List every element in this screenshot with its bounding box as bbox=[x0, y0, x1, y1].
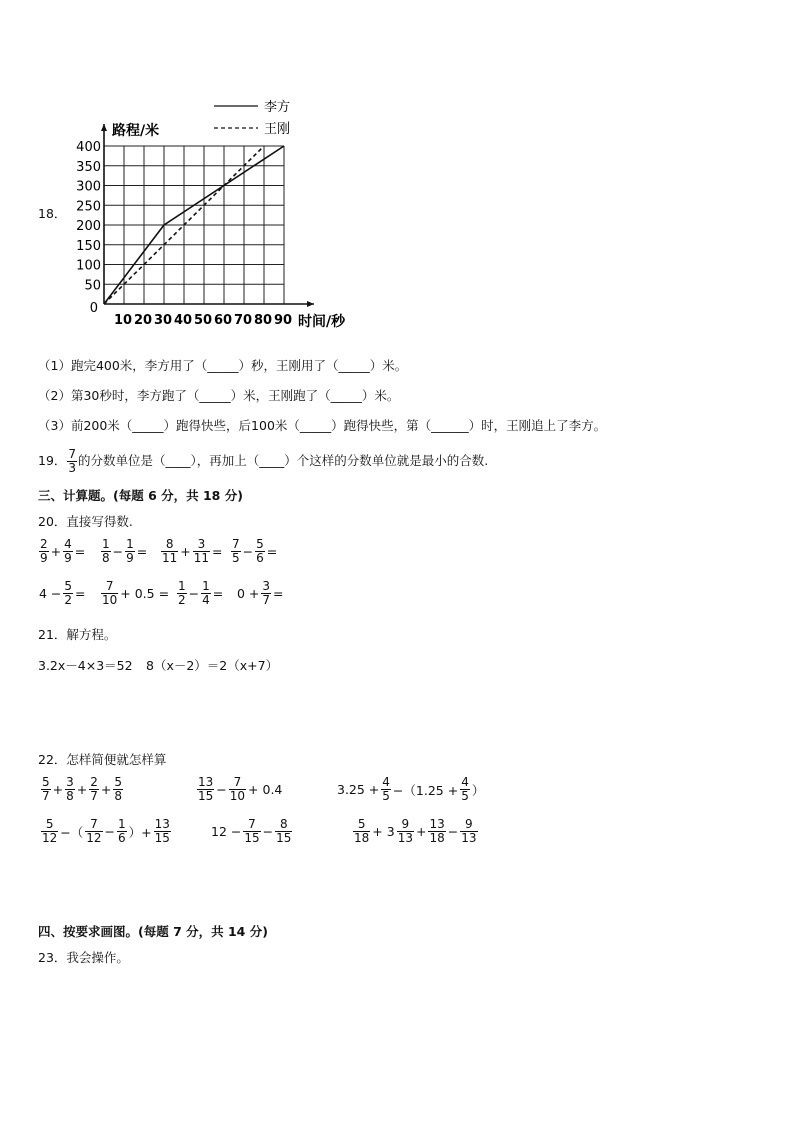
x-tick-label: 20 bbox=[133, 313, 153, 328]
x-tick-label: 50 bbox=[193, 313, 213, 328]
q22-expr-1: $\frac{5}{7}$ + $\frac{3}{8}$ + $\frac{2}{7}$ + $\frac{5}{8}$ bbox=[42, 775, 123, 803]
q19-text: 的分数单位是（____），再加上（____）个这样的分数单位就是最小的合数. bbox=[78, 453, 489, 468]
y-axis-label: 路程/米 bbox=[112, 123, 160, 139]
question-19-number: 19． bbox=[38, 453, 67, 468]
y-tick-label: 50 bbox=[84, 278, 101, 294]
x-tick-label: 30 bbox=[153, 313, 173, 328]
q23-title: 23．我会操作。 bbox=[38, 950, 129, 965]
q19-fraction: $\frac{7}{3}$ bbox=[68, 447, 77, 475]
section-3-title: 三、计算题。(每题 6 分，共 18 分) bbox=[38, 488, 243, 503]
x-tick-label: 40 bbox=[173, 313, 193, 328]
q20-expr-7: $\frac{1}{2}$ − $\frac{1}{4}$ = bbox=[178, 579, 224, 607]
q22-expr-6: $\frac{5}{18}$ + 3 $\frac{9}{13}$ + $\frac{13}{18}$ − $\frac{9}{13}$ bbox=[354, 817, 477, 845]
y-axis-arrow bbox=[101, 124, 107, 131]
chart-axes bbox=[101, 124, 314, 307]
legend-label: 李方 bbox=[264, 100, 291, 115]
q20-expr-8: 0 + $\frac{3}{7}$ = bbox=[237, 579, 284, 607]
q20-expr-5: 4 − $\frac{5}{2}$ = bbox=[39, 579, 86, 607]
q22-expr-5: 12 − $\frac{7}{15}$ − $\frac{8}{15}$ bbox=[211, 817, 292, 845]
x-axis-label: 时间/秒 bbox=[298, 314, 346, 330]
q20-expr-2: $\frac{1}{8}$ − $\frac{1}{9}$ = bbox=[102, 537, 148, 565]
q18-sub1: （1）跑完400米，李方用了（_____）秒，王刚用了（_____）米。 bbox=[38, 358, 408, 373]
x-tick-label: 90 bbox=[273, 313, 293, 328]
chart-tick-labels bbox=[76, 122, 346, 330]
y-tick-label: 300 bbox=[76, 179, 101, 195]
q20-title: 20．直接写得数. bbox=[38, 514, 133, 529]
q21-equation-1: 3.2x－4×3＝52 bbox=[38, 658, 133, 673]
q18-sub3: （3）前200米（_____）跑得快些，后100米（_____）跑得快些，第（______）时，王刚追上了李方。 bbox=[38, 418, 607, 433]
legend-label: 王刚 bbox=[264, 122, 291, 137]
q21-equation-2: 8（x－2）＝2（x+7） bbox=[146, 658, 279, 673]
q22-expr-2: $\frac{13}{15}$ − $\frac{7}{10}$ + 0.4 bbox=[198, 775, 283, 803]
q22-expr-4: $\frac{5}{12}$ −（ $\frac{7}{12}$ − $\frac{1}{6}$ ）+ $\frac{13}{15}$ bbox=[42, 817, 170, 845]
question-18-number: 18． bbox=[38, 206, 67, 221]
x-tick-label: 80 bbox=[253, 313, 273, 328]
distance-time-chart bbox=[76, 92, 376, 337]
y-tick-label: 100 bbox=[76, 258, 101, 274]
y-tick-label: 150 bbox=[76, 238, 101, 254]
q20-expr-4: $\frac{7}{5}$ − $\frac{5}{6}$ = bbox=[232, 537, 278, 565]
y-tick-label: 200 bbox=[76, 219, 101, 234]
x-tick-label: 70 bbox=[233, 313, 253, 328]
x-tick-label: 60 bbox=[213, 313, 233, 328]
chart-grid bbox=[104, 146, 284, 304]
q20-expr-6: $\frac{7}{10}$ + 0.5 = bbox=[102, 579, 170, 607]
q21-title: 21．解方程。 bbox=[38, 627, 117, 642]
q22-title: 22．怎样简便就怎样算 bbox=[38, 752, 167, 767]
q20-expr-1: $\frac{2}{9}$ + $\frac{4}{9}$ = bbox=[40, 537, 86, 565]
q22-expr-3: 3.25 + $\frac{4}{5}$ −（1.25 + $\frac{4}{5}$ ） bbox=[337, 775, 485, 803]
y-tick-label: 250 bbox=[76, 199, 101, 215]
q20-expr-3: $\frac{8}{11}$ + $\frac{3}{11}$ = bbox=[162, 537, 223, 565]
section-4-title: 四、按要求画图。(每题 7 分，共 14 分) bbox=[38, 924, 268, 939]
chart-legend bbox=[214, 99, 290, 137]
x-tick-label: 10 bbox=[113, 313, 133, 328]
y-tick-label: 350 bbox=[76, 159, 101, 175]
question-19 bbox=[38, 448, 488, 475]
x-axis-arrow bbox=[307, 301, 314, 307]
origin-label: 0 bbox=[89, 301, 98, 316]
q18-sub2: （2）第30秒时，李方跑了（_____）米，王刚跑了（_____）米。 bbox=[38, 388, 400, 403]
y-tick-label: 400 bbox=[76, 140, 101, 155]
